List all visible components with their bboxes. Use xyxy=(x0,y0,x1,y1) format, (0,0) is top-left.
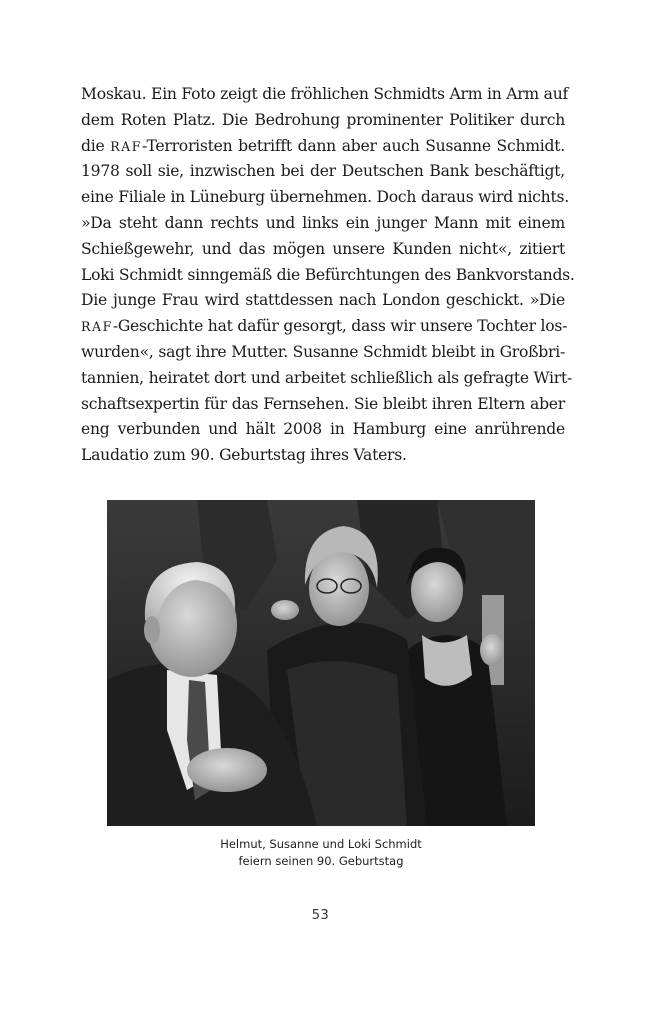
photo-figure xyxy=(107,500,535,826)
caption-line: feiern seinen 90. Geburtstag xyxy=(238,854,404,868)
text-line: Schießgewehr, und das mögen unsere Kunden nicht«, zitiert xyxy=(81,239,565,258)
loki-hand xyxy=(480,634,504,666)
text-line: »Da steht dann rechts und links ein junger Mann mit einem xyxy=(81,213,565,232)
text-line: Loki Schmidt sinngemäß die Befürchtungen des Bankvorstands. xyxy=(81,265,575,284)
text-line: 1978 soll sie, inzwischen bei der Deutschen Bank beschäftigt, xyxy=(81,162,565,181)
text-fragment: die xyxy=(81,136,111,155)
text-line: schaftsexpertin für das Fernsehen. Sie bleibt ihren Eltern aber xyxy=(81,394,565,413)
photo-caption xyxy=(107,836,535,870)
text-fragment: -Geschichte hat dafür gesorgt, dass wir unsere Tochter los- xyxy=(112,317,568,336)
text-line: dem Roten Platz. Die Bedrohung prominenter Politiker durch xyxy=(81,110,565,129)
text-line: wurden«, sagt ihre Mutter. Susanne Schmidt bleibt in Großbri- xyxy=(81,342,565,361)
loki-collar xyxy=(422,635,472,686)
helmut-ear xyxy=(144,616,160,644)
text-line: Moskau. Ein Foto zeigt die fröhlichen Schmidts Arm in Arm auf xyxy=(81,85,569,103)
text-line: Die junge Frau wird stattdessen nach London geschickt. »Die xyxy=(81,291,565,310)
helmut-hands xyxy=(187,748,267,792)
caption-line: Helmut, Susanne und Loki Schmidt xyxy=(220,837,422,851)
page-number: 53 xyxy=(311,908,330,923)
photo-illustration xyxy=(107,500,535,826)
small-caps-abbreviation: RAF xyxy=(110,138,143,154)
text-line: tannien, heiratet dort und arbeitet schließlich als gefragte Wirt- xyxy=(81,368,573,387)
text-line: eng verbunden und hält 2008 in Hamburg eine anrührende xyxy=(81,420,565,439)
body-paragraph xyxy=(81,82,575,469)
small-caps-abbreviation: RAF xyxy=(81,319,113,335)
text-line xyxy=(81,314,568,340)
susanne-hand xyxy=(271,600,299,620)
text-line: Laudatio zum 90. Geburtstag ihres Vaters. xyxy=(81,446,407,465)
text-fragment: -Terroristen betrifft dann aber auch Susanne Schmidt. xyxy=(142,136,565,155)
text-line xyxy=(81,134,565,160)
text-line: eine Filiale in Lüneburg übernehmen. Doch daraus wird nichts. xyxy=(81,188,569,207)
